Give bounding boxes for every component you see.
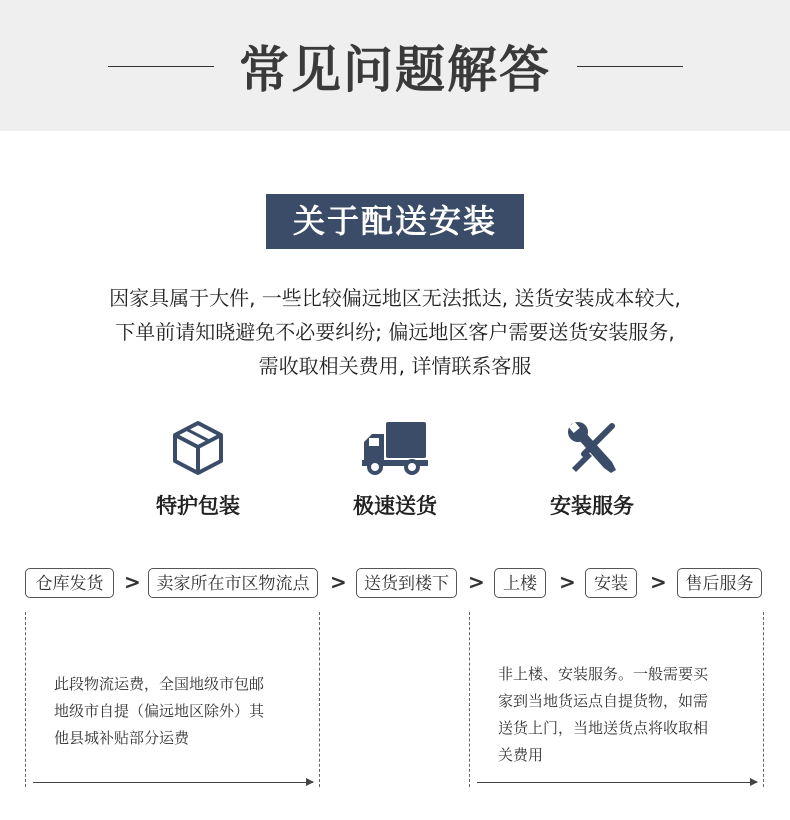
feature-delivery xyxy=(325,420,465,520)
arrow-head-icon xyxy=(750,778,758,786)
note-line: 此段物流运费，全国地级市包邮 xyxy=(54,675,265,693)
feature-label: 安装服务 xyxy=(550,494,634,518)
note-installation xyxy=(498,661,708,769)
arrow-head-icon xyxy=(306,778,314,786)
flow-arrow xyxy=(33,782,313,783)
intro-paragraph xyxy=(0,281,790,383)
intro-line: 下单前请知晓避免不必要纠纷; 偏远地区客户需要送货安装服务, xyxy=(115,320,675,344)
header-right-rule xyxy=(577,66,683,67)
section-badge: 关于配送安装 xyxy=(266,194,524,249)
chevron-right-icon: > xyxy=(559,570,576,594)
flow-step-install: 安装 xyxy=(585,568,637,598)
note-line: 地级市自提（偏远地区除外）其 xyxy=(54,702,265,720)
flow-step-upstairs: 上楼 xyxy=(494,568,546,598)
bracket-left-edge xyxy=(319,612,320,787)
intro-line: 需收取相关费用, 详情联系客服 xyxy=(258,354,532,378)
note-line: 送货上门，当地送货点将收取相 xyxy=(498,719,709,737)
faq-header xyxy=(0,0,790,131)
flow-step-after-sales: 售后服务 xyxy=(677,568,762,598)
flow-arrow xyxy=(477,782,757,783)
bracket-right-edge xyxy=(763,612,764,787)
page-title: 常见问题解答 xyxy=(239,41,551,99)
intro-line: 因家具属于大件, 一些比较偏远地区无法抵达, 送货安装成本较大, xyxy=(109,286,681,310)
feature-label: 极速送货 xyxy=(353,494,437,518)
bracket-left-edge xyxy=(25,612,26,787)
feature-installation xyxy=(522,420,662,520)
wrench-screwdriver-icon xyxy=(564,420,620,476)
note-line: 他县城补贴部分运费 xyxy=(54,729,190,747)
note-line: 非上楼、安装服务。一般需要买 xyxy=(498,665,709,683)
bracket-right-edge xyxy=(469,612,470,787)
note-line: 关费用 xyxy=(498,746,544,764)
note-line: 家到当地货运点自提货物，如需 xyxy=(498,692,709,710)
feature-packaging xyxy=(128,420,268,520)
note-shipping xyxy=(54,671,264,752)
delivery-truck-icon xyxy=(360,420,430,476)
chevron-right-icon: > xyxy=(330,570,347,594)
chevron-right-icon: > xyxy=(124,570,141,594)
flow-step-downstairs: 送货到楼下 xyxy=(356,568,457,598)
flow-step-warehouse: 仓库发货 xyxy=(25,568,114,598)
chevron-right-icon: > xyxy=(468,570,485,594)
feature-label: 特护包装 xyxy=(156,494,240,518)
chevron-right-icon: > xyxy=(650,570,667,594)
flow-step-local-logistics: 卖家所在市区物流点 xyxy=(148,568,318,598)
package-box-icon xyxy=(170,420,226,476)
